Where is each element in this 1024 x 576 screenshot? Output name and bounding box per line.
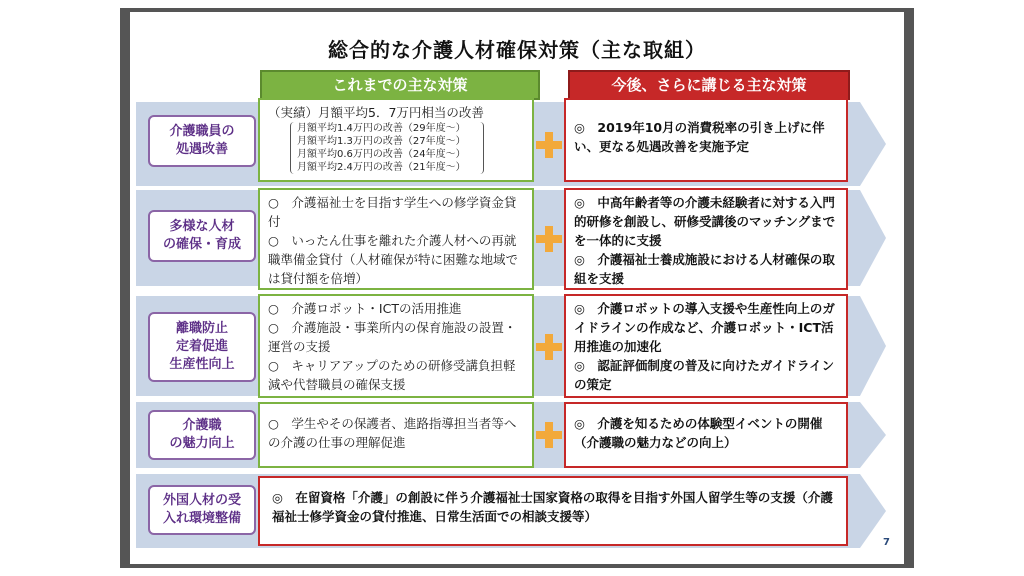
list-item: ◎ 在留資格「介護」の創設に伴う介護福祉士国家資格の取得を目指す外国人留学生等の支援（介護福祉士修学資金の貸付推進、日常生活面での相談支援等） (272, 490, 833, 524)
future-measures-box (564, 188, 848, 290)
current-measures-box (258, 294, 534, 398)
combined-measures-box (258, 476, 848, 546)
row-arrow-3 (860, 296, 886, 396)
page-title: 総合的な介護人材確保対策（主な取組） (328, 38, 706, 62)
header-current-measures: これまでの主な対策 (260, 70, 540, 100)
frame-bottom (120, 564, 914, 568)
plus-icon (536, 226, 562, 252)
list-item: ○ キャリアアップのための研修受講負担軽減や代替職員の確保支援 (268, 358, 516, 392)
header-future-measures: 今後、さらに講じる主な対策 (568, 70, 850, 100)
row-arrow-2 (860, 190, 886, 286)
category-label: 外国人材の受 入れ環境整備 (148, 485, 256, 535)
slide (130, 12, 904, 564)
category-label: 介護職 の魅力向上 (148, 410, 256, 460)
plus-icon (536, 422, 562, 448)
future-measures-box (564, 294, 848, 398)
list-item: ◎ 2019年10月の消費税率の引き上げに伴い、更なる処遇改善を実施予定 (574, 120, 825, 154)
row-arrow-4 (860, 402, 886, 468)
plus-icon (536, 132, 562, 158)
row-arrow-1 (860, 102, 886, 186)
category-label: 多様な人材 の確保・育成 (148, 210, 256, 262)
list-item: ◎ 認証評価制度の普及に向けたガイドラインの策定 (574, 358, 835, 392)
frame-left (120, 8, 130, 568)
current-sub-list (290, 122, 484, 174)
list-item: 月額平均1.3万円の改善（27年度～） (297, 136, 466, 147)
list-item: ○ 介護福祉士を目指す学生への修学資金貸付 (268, 195, 517, 229)
list-item: ◎ 介護福祉士養成施設における人材確保の取組を支援 (574, 252, 835, 286)
list-item: ◎ 介護を知るための体験型イベントの開催（介護職の魅力などの向上） (574, 416, 823, 450)
list-item: ○ 介護施設・事業所内の保育施設の設置・運営の支援 (268, 320, 517, 354)
future-measures-box (564, 98, 848, 182)
list-item: 月額平均0.6万円の改善（24年度～） (297, 149, 466, 160)
list-item: 月額平均1.4万円の改善（29年度～） (297, 123, 466, 134)
current-measures-box (258, 98, 534, 182)
list-item: 月額平均2.4万円の改善（21年度～） (297, 162, 466, 173)
current-measures-box (258, 188, 534, 290)
frame-right (904, 8, 914, 568)
list-item: ◎ 中高年齢者等の介護未経験者に対する入門的研修を創設し、研修受講後のマッチングまでを一体的に支援 (574, 195, 836, 248)
list-item: ○ いったん仕事を離れた介護人材への再就職準備金貸付（人材確保が特に困難な地域では貸付額を倍増） (268, 233, 519, 286)
list-item: ○ 介護ロボット・ICTの活用推進 (268, 301, 462, 316)
current-main-text: （実績）月額平均5．7万円相当の改善 (268, 105, 484, 120)
future-measures-box (564, 402, 848, 468)
page-number: 7 (883, 537, 890, 548)
category-label: 介護職員の 処遇改善 (148, 115, 256, 167)
list-item: ◎ 介護ロボットの導入支援や生産性向上のガイドラインの作成など、介護ロボット・ICT活用推進の加速化 (574, 301, 835, 354)
current-measures-box (258, 402, 534, 468)
plus-icon (536, 334, 562, 360)
list-item: ○ 学生やその保護者、進路指導担当者等への介護の仕事の理解促進 (268, 416, 517, 450)
category-label: 離職防止 定着促進 生産性向上 (148, 312, 256, 382)
